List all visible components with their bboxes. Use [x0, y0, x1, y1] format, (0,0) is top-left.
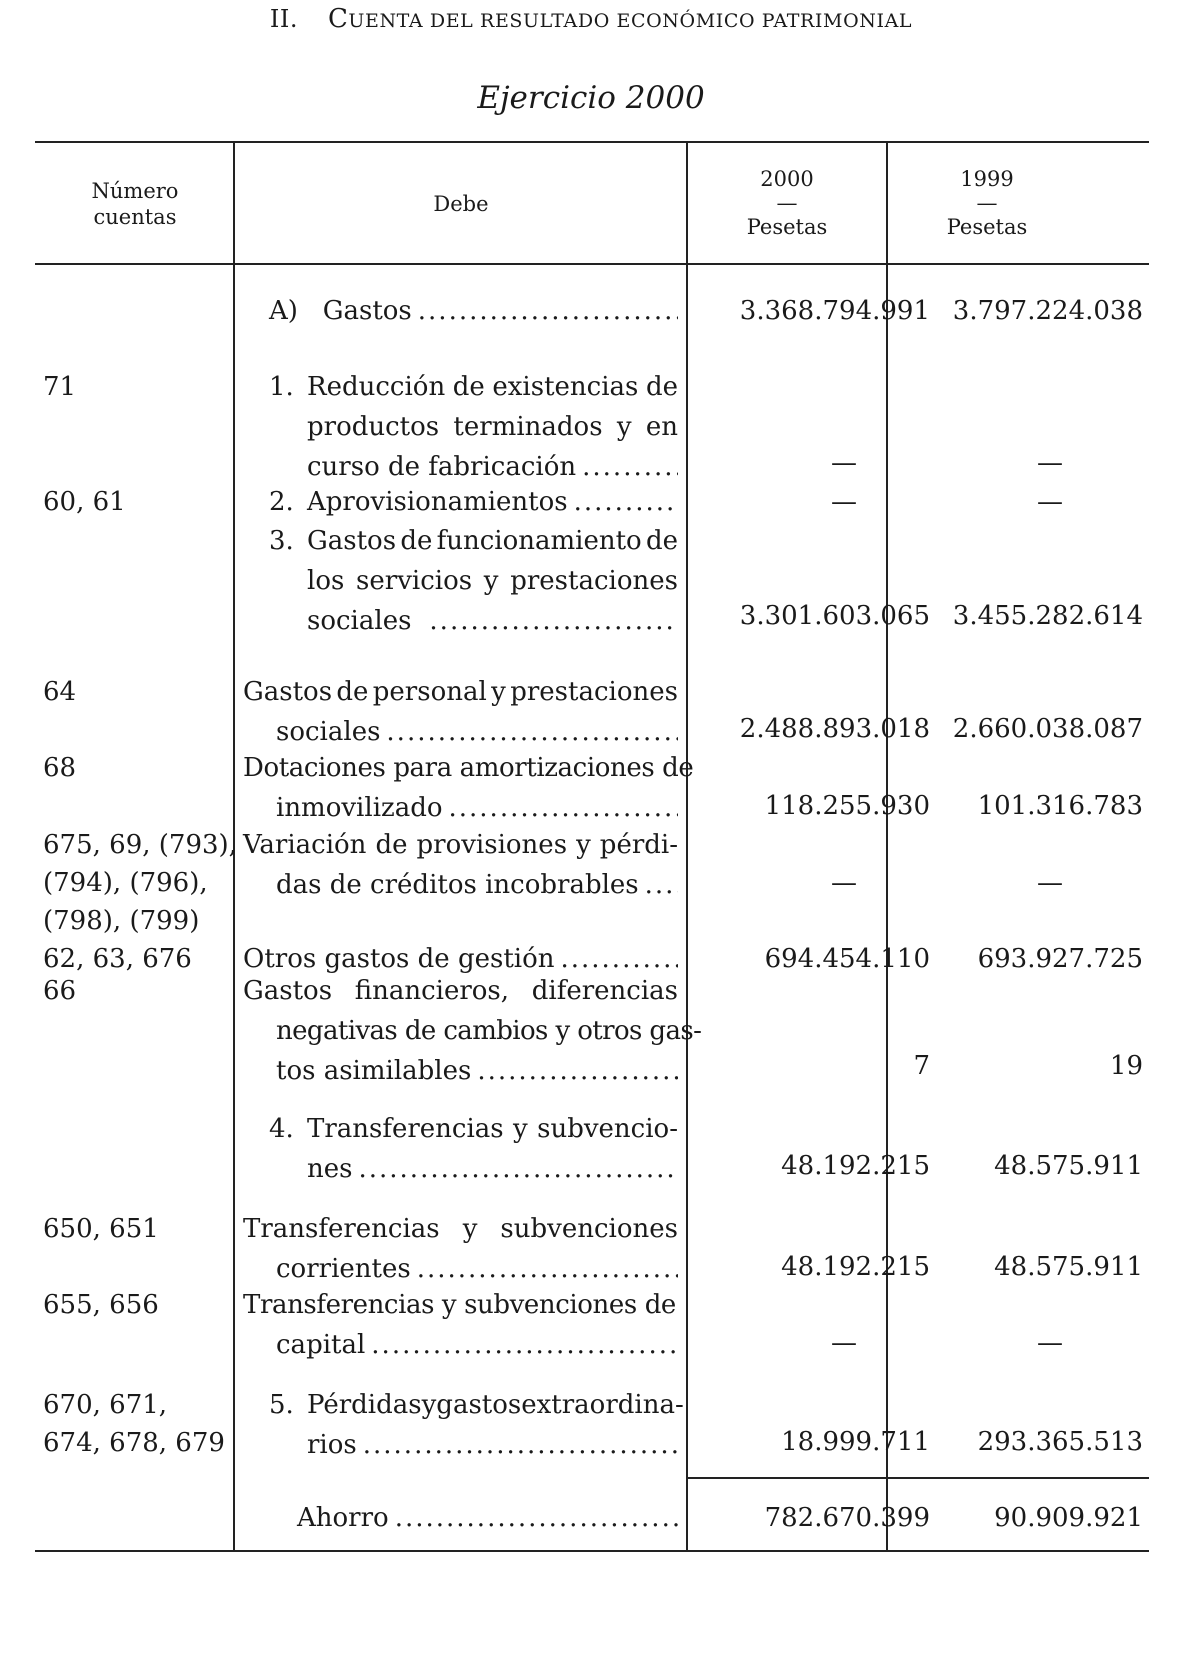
value-1999: 693.927.725	[977, 944, 1143, 974]
row-text: Dotaciones para amortizaciones de	[243, 753, 694, 783]
row-text: sociales	[307, 606, 412, 636]
word: financieros,	[354, 976, 510, 1006]
item-number: 1.	[269, 372, 294, 402]
value-1999: 293.365.513	[977, 1427, 1143, 1457]
word: extraordina-	[521, 1390, 684, 1420]
header-1999-dash: —	[976, 191, 998, 215]
word: Gastos	[307, 526, 397, 556]
item-number: 4.	[269, 1114, 294, 1144]
word: y	[483, 566, 499, 596]
account-number: (794), (796),	[43, 868, 208, 898]
word: prestaciones	[510, 566, 678, 596]
header-1999-year: 1999	[960, 167, 1014, 191]
value-1999: 19	[1109, 1051, 1143, 1081]
header-numero-cuentas	[40, 178, 230, 230]
item-number: 3.	[269, 526, 294, 556]
row-text: tos asimilables	[276, 1056, 472, 1086]
value-2000: —	[831, 487, 857, 517]
header-year-2000	[688, 166, 886, 240]
word: de	[452, 372, 485, 402]
account-number: 62, 63, 676	[43, 944, 192, 974]
value-1999: —	[1037, 1328, 1063, 1358]
value-2000: 48.192.215	[781, 1252, 930, 1282]
word: provisiones	[416, 830, 568, 860]
account-number: (798), (799)	[43, 906, 200, 936]
word: gastos	[436, 1390, 522, 1420]
account-number: 66	[43, 976, 77, 1006]
word: prestaciones	[510, 677, 678, 707]
word: y	[462, 1214, 478, 1244]
word: de	[336, 677, 369, 707]
table-bottom-rule	[35, 1550, 1149, 1552]
value-2000: 118.255.930	[764, 791, 930, 821]
row-text: corrientes	[276, 1254, 411, 1284]
word: Reducción	[307, 372, 446, 402]
word: y	[421, 1390, 437, 1420]
word: y	[513, 1114, 528, 1144]
word: productos	[307, 412, 440, 442]
row-gastos-funcionamiento	[307, 521, 678, 641]
value-1999: —	[1037, 487, 1063, 517]
word: de	[375, 830, 408, 860]
value-2000: 7	[913, 1051, 930, 1081]
word: Pérdidas	[307, 1390, 422, 1420]
word: Gastos	[243, 976, 333, 1006]
row-text: Ahorro	[297, 1503, 389, 1533]
word: pérdi-	[599, 830, 678, 860]
word: de	[645, 372, 678, 402]
value-2000: 694.454.110	[764, 944, 930, 974]
value-2000: 3.301.603.065	[739, 601, 930, 631]
word: en	[645, 412, 678, 442]
row-text: sociales	[276, 717, 381, 747]
account-number: 670, 671,	[43, 1390, 168, 1420]
value-2000: —	[831, 448, 857, 478]
word: de	[400, 526, 433, 556]
value-2000: —	[831, 868, 857, 898]
account-number: 68	[43, 753, 77, 783]
word: Variación	[243, 830, 367, 860]
account-number: 64	[43, 677, 77, 707]
word: los	[307, 566, 345, 596]
header-bottom-rule	[35, 263, 1149, 265]
word: servicios	[356, 566, 473, 596]
word: personal	[372, 677, 487, 707]
word: funcionamiento	[436, 526, 642, 556]
account-number: 60, 61	[43, 487, 126, 517]
value-1999: 101.316.783	[977, 791, 1143, 821]
row-text: nes	[307, 1154, 353, 1184]
word: diferencias	[531, 976, 678, 1006]
row-text: Transferencias y subvenciones de	[243, 1290, 676, 1320]
row-gastos-total	[269, 291, 678, 331]
item-number: 2.	[269, 487, 294, 517]
row-dotaciones-amortizaciones	[243, 748, 694, 828]
value-2000: —	[831, 1328, 857, 1358]
word: Transferencias	[243, 1214, 440, 1244]
row-variacion-provisiones	[243, 825, 678, 905]
row-reduccion-existencias	[307, 367, 678, 487]
account-number: 650, 651	[43, 1214, 159, 1244]
subtotal-rule	[687, 1477, 1149, 1479]
row-text: curso de fabricación	[307, 452, 577, 482]
word: y	[491, 677, 506, 707]
value-2000: 48.192.215	[781, 1151, 930, 1181]
word: de	[645, 526, 678, 556]
section-title-initial: C	[327, 4, 349, 34]
row-text: das de créditos incobrables	[276, 870, 639, 900]
value-1999: —	[1037, 448, 1063, 478]
fiscal-year-title: Ejercicio 2000	[477, 80, 705, 116]
value-2000: 2.488.893.018	[739, 714, 930, 744]
value-1999: 90.909.921	[994, 1503, 1143, 1533]
value-1999: 3.797.224.038	[952, 296, 1143, 326]
account-number: 71	[43, 372, 77, 402]
header-cuentas: cuentas	[93, 205, 177, 229]
value-2000: 782.670.399	[764, 1503, 930, 1533]
row-transferencias-capital	[243, 1285, 678, 1365]
word: Gastos	[243, 677, 333, 707]
section-heading	[0, 4, 1182, 34]
account-number: 674, 678, 679	[43, 1428, 225, 1458]
value-1999: —	[1037, 868, 1063, 898]
word: subvencio-	[537, 1114, 678, 1144]
row-text: Otros gastos de gestión	[243, 944, 555, 974]
row-label: A)	[269, 296, 298, 326]
row-text: Gastos	[322, 296, 412, 326]
value-1999: 48.575.911	[994, 1252, 1143, 1282]
account-number: 655, 656	[43, 1290, 159, 1320]
account-numbers	[43, 825, 248, 941]
column-divider-debe	[686, 142, 688, 1551]
section-number: II.	[269, 5, 298, 33]
value-2000: 18.999.711	[781, 1427, 930, 1457]
header-year-1999	[888, 166, 1086, 240]
header-2000-year: 2000	[760, 167, 814, 191]
row-text: negativas de cambios y otros gas-	[276, 1016, 702, 1046]
header-2000-pesetas: Pesetas	[746, 215, 828, 239]
header-numero: Número	[91, 179, 179, 203]
word: subvenciones	[500, 1214, 678, 1244]
value-1999: 2.660.038.087	[952, 714, 1143, 744]
section-title: UENTA DEL RESULTADO ECONÓMICO PATRIMONIAL	[348, 10, 913, 32]
row-transferencias-subvenciones	[307, 1109, 678, 1189]
word: y	[576, 830, 591, 860]
row-text: inmovilizado	[276, 793, 443, 823]
row-gastos-financieros	[243, 971, 702, 1091]
row-ahorro	[297, 1498, 678, 1538]
value-2000: 3.368.794.991	[739, 296, 930, 326]
word: terminados	[453, 412, 603, 442]
account-number: 675, 69, (793),	[43, 830, 237, 860]
row-text: capital	[276, 1330, 366, 1360]
word: y	[616, 412, 632, 442]
row-aprovisionamientos	[307, 482, 678, 522]
word: existencias	[492, 372, 639, 402]
row-text: rios	[307, 1430, 357, 1460]
item-number: 5.	[269, 1390, 294, 1420]
word: Transferencias	[307, 1114, 504, 1144]
account-numbers	[43, 1385, 248, 1463]
header-debe: Debe	[433, 192, 489, 216]
row-transferencias-corrientes	[243, 1209, 678, 1289]
table-top-rule	[35, 141, 1149, 143]
row-text: Aprovisionamientos	[307, 487, 568, 517]
row-perdidas-extraordinarias	[307, 1385, 684, 1465]
row-gastos-personal	[243, 672, 678, 752]
header-1999-pesetas: Pesetas	[946, 215, 1028, 239]
value-1999: 48.575.911	[994, 1151, 1143, 1181]
header-2000-dash: —	[776, 191, 798, 215]
value-1999: 3.455.282.614	[952, 601, 1143, 631]
